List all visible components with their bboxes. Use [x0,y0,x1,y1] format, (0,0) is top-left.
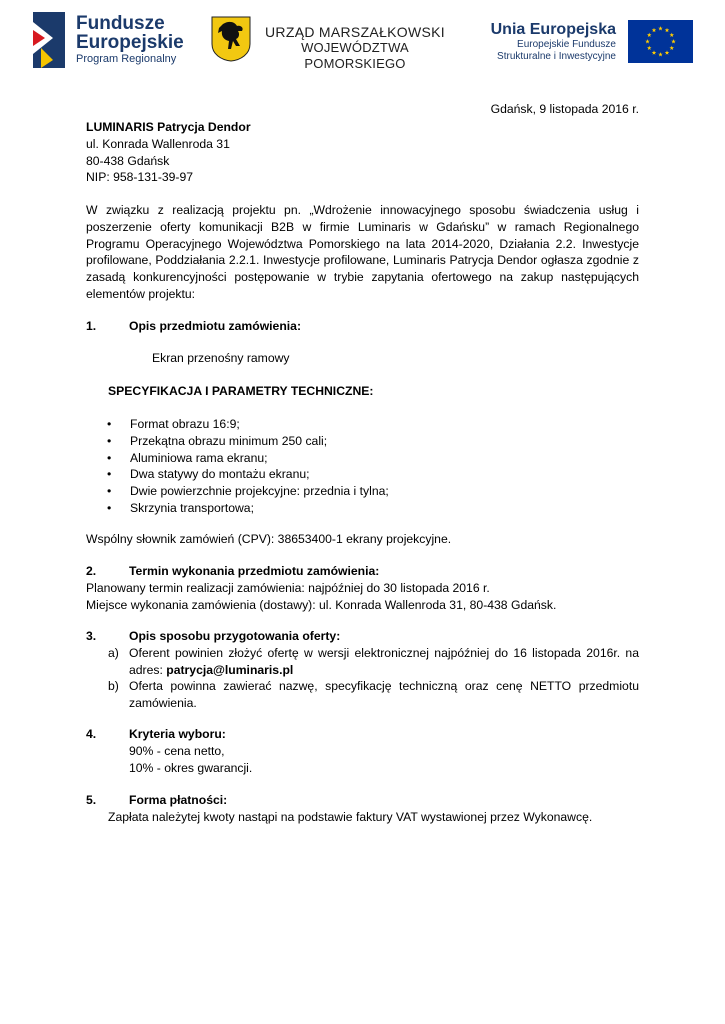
section-5-number: 5. [86,793,97,807]
section-2 [86,563,639,613]
section-2-number: 2. [86,564,97,578]
item-b-label: b) [108,679,119,694]
section-4-line-2: 10% - okres gwarancji. [129,760,253,775]
urzad-marszalkowski-wordmark [258,24,452,72]
unia-europejska-wordmark [482,20,616,63]
section-1-heading [86,318,639,335]
um-line-2: WOJEWÓDZTWA POMORSKIEGO [301,40,409,71]
section-1-title: Opis przedmiotu zamówienia: [129,319,301,333]
fundusze-europejskie-wordmark [76,14,184,66]
ue-line-3: Strukturalne i Inwestycyjne [497,51,616,62]
eu-flag-icon [628,20,693,63]
fe-line-2: Europejskie [76,32,184,53]
cpv-line: Wspólny słownik zamówień (CPV): 38653400-1 ekrany projekcyjne. [86,532,452,546]
section-4-line-1: 90% - cena netto, [129,743,225,758]
list-item: • Skrzynia transportowa; [86,500,639,517]
fe-line-3: Program Regionalny [76,53,177,65]
item-a-text: Oferent powinien złożyć ofertę w wersji elektronicznej najpóźniej do 16 listopada 2016r. na adres: [129,645,639,677]
section-1-number: 1. [86,319,97,333]
item-b-text: Oferta powinna zawierać nazwę, specyfikację techniczną oraz cenę NETTO przedmiotu zamówienia. [129,679,639,711]
company-nip: NIP: 958-131-39-97 [86,170,194,185]
section-3-item-a [86,645,639,679]
pomorskie-crest-icon [211,16,251,62]
um-line-1: URZĄD MARSZAŁKOWSKI [265,24,445,40]
list-item: • Dwie powierzchnie projekcyjne: przednia i tylna; [86,483,639,500]
list-item: • Format obrazu 16:9; [86,416,639,433]
section-5 [86,792,639,826]
section-5-line-1: Zapłata należytej kwoty nastąpi na podstawie faktury VAT wystawionej przez Wykonawcę. [108,809,593,824]
item-name: Ekran przenośny ramowy [152,351,290,365]
company-name: LUMINARIS Patrycja Dendor [86,120,251,134]
list-item: • Dwa statywy do montażu ekranu; [86,466,639,483]
list-item: • Przekątna obrazu minimum 250 cali; [86,433,639,450]
section-3-heading [86,628,639,645]
company-city: 80-438 Gdańsk [86,153,170,168]
section-4-title: Kryteria wyboru: [129,727,226,741]
spec-list [86,416,639,517]
fe-line-1: Fundusze [76,13,165,34]
section-5-title: Forma płatności: [129,793,228,807]
item-a-label: a) [108,645,119,660]
section-2-line-2: Miejsce wykonania zamówienia (dostawy): ul. Konrada Wallenroda 31, 80-438 Gdańsk. [86,597,557,612]
section-3-item-b [86,678,639,712]
section-3-number: 3. [86,629,97,643]
contact-email: patrycja@luminaris.pl [166,662,294,677]
company-address [86,119,639,186]
spec-title: SPECYFIKACJA I PARAMETRY TECHNICZNE: [108,384,374,398]
section-5-heading [86,792,639,809]
section-2-line-1: Planowany termin realizacji zamówienia: najpóźniej do 30 listopada 2016 r. [86,580,490,595]
section-3-title: Opis sposobu przygotowania oferty: [129,629,341,643]
section-2-title: Termin wykonania przedmiotu zamówienia: [129,564,380,578]
section-4-heading [86,726,639,743]
fundusze-europejskie-logo-icon [33,12,65,68]
company-street: ul. Konrada Wallenroda 31 [86,136,230,151]
section-4 [86,726,639,776]
ue-line-2: Europejskie Fundusze [517,39,616,50]
page-header [0,0,725,80]
intro-paragraph: W związku z realizacją projektu pn. „Wdrożenie innowacyjnego sposobu świadczenia usług i poszerzenie oferty komunikacji B2B w firmie Luminaris w Gdańsku” w ramach Regionalnego Programu Operacyjnego Województwa Pomorskiego na lata 2014-2020, Działania 2.2. Inwestycje profilowane, Poddziałania 2.2.1. Inwestycje profilowane, Luminaris Patrycja Dendor ogłasza zgodnie z zasadą konkurencyjności postępowanie w trybie zapytania ofertowego na zakup następujących elementów projektu: [86,203,639,301]
ue-line-1: Unia Europejska [490,21,616,38]
place-date: Gdańsk, 9 listopada 2016 r. [490,102,639,116]
section-2-heading [86,563,639,580]
list-item: • Aluminiowa rama ekranu; [86,450,639,467]
section-4-number: 4. [86,727,97,741]
section-3 [86,628,639,712]
